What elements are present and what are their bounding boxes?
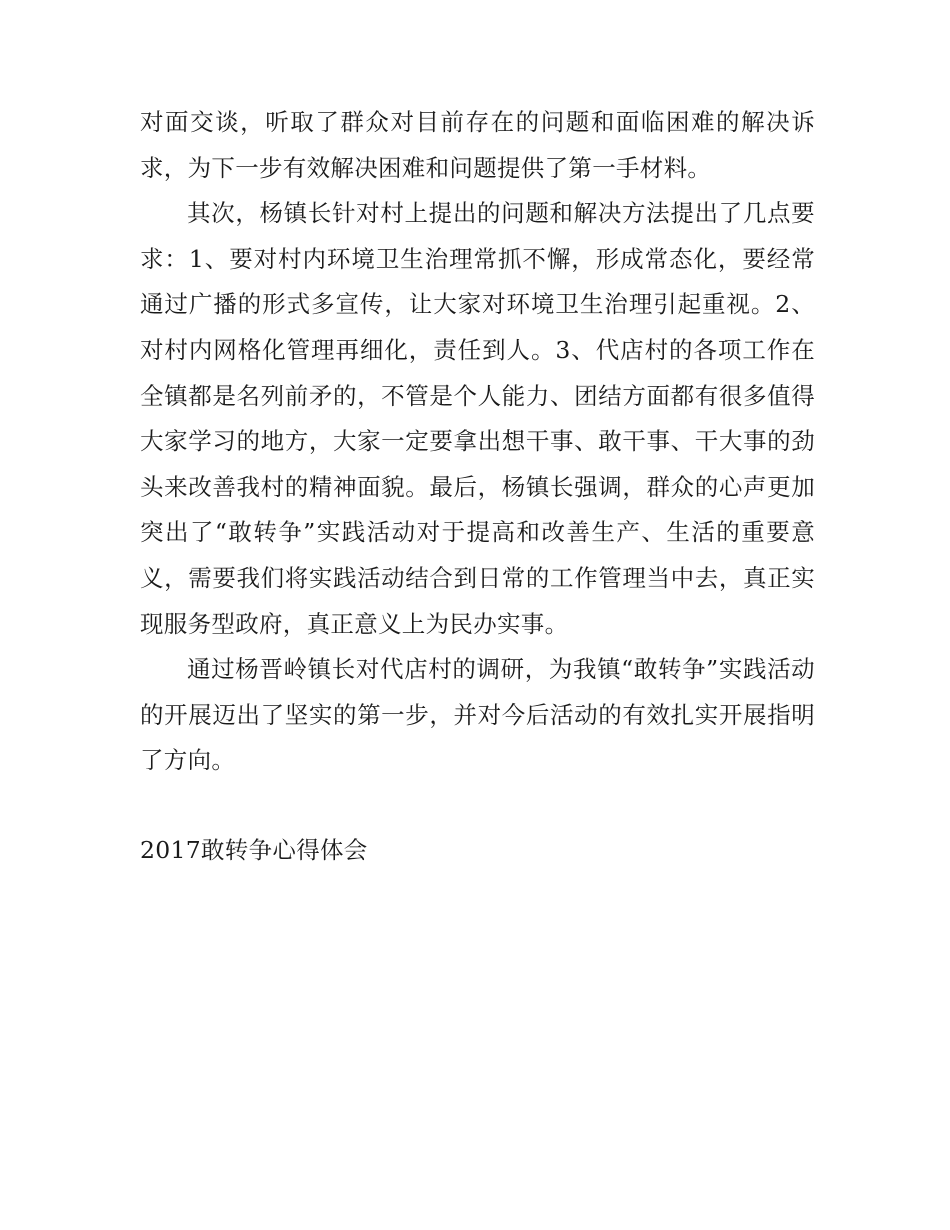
paragraph-conclusion: 通过杨晋岭镇长对代店村的调研，为我镇“敢转争”实践活动的开展迈出了坚实的第一步，并对今后活动的有效扎实开展指明了方向。 [140, 655, 815, 775]
section-title: 2017敢转争心得体会 [140, 835, 368, 864]
document-body [140, 100, 815, 874]
paragraph-continuation: 对面交谈，听取了群众对目前存在的问题和面临困难的解决诉求，为下一步有效解决困难和问题提供了第一手材料。 [140, 108, 815, 182]
paragraph-requirements: 其次，杨镇长针对村上提出的问题和解决方法提出了几点要求：1、要对村内环境卫生治理常抓不懈，形成常态化，要经常通过广播的形式多宣传，让大家对环境卫生治理引起重视。2、对村内网格化管理再细化，责任到人。3、代店村的各项工作在全镇都是名列前矛的，不管是个人能力、团结方面都有很多值得大家学习的地方，大家一定要拿出想干事、敢干事、干大事的劲头来改善我村的精神面貌。最后，杨镇长强调，群众的心声更加突出了“敢转争”实践活动对于提高和改善生产、生活的重要意义，需要我们将实践活动结合到日常的工作管理当中去，真正实现服务型政府，真正意义上为民办实事。 [140, 199, 815, 638]
